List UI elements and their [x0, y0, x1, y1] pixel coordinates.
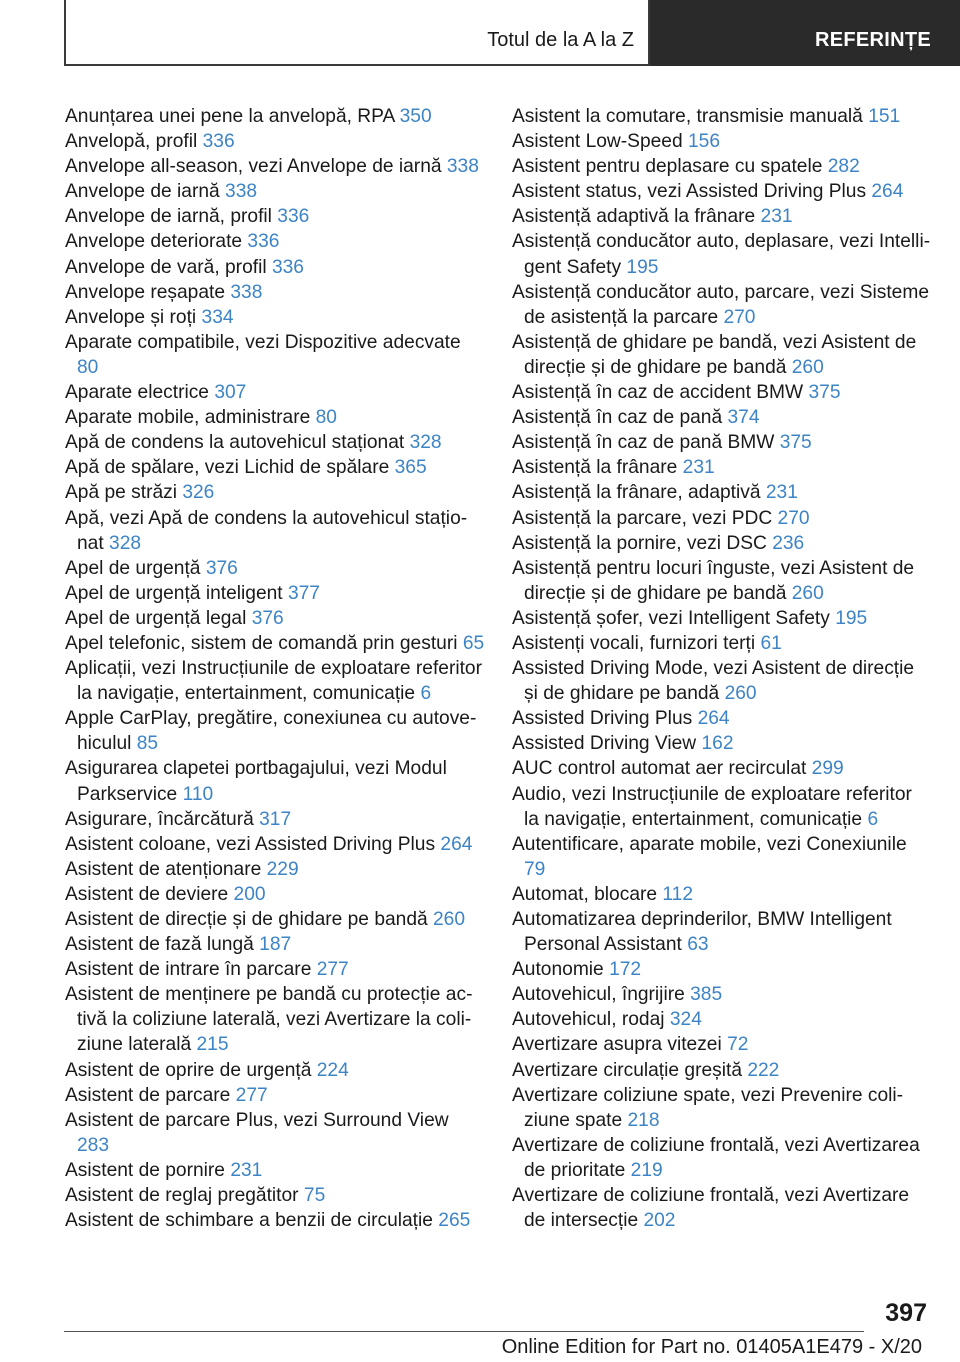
page-reference-link[interactable]: 317: [259, 808, 292, 830]
page-reference-link[interactable]: 376: [251, 607, 284, 629]
entry-text: Anvelope all-season, vezi Anvelope de iarnă: [65, 156, 442, 178]
entry-text: Anvelope și roți: [65, 306, 197, 328]
entry-text: Anvelope de iarnă: [65, 181, 220, 203]
page-reference-link[interactable]: 375: [808, 382, 841, 404]
index-entry: [65, 1183, 485, 1208]
entry-text: Aparate mobile, administrare: [65, 407, 311, 429]
entry-text: Assisted Driving Mode, vezi Asistent de direcție și de ghidare pe bandă: [512, 658, 915, 705]
page-reference-link[interactable]: 79: [524, 858, 546, 880]
page-reference-link[interactable]: 277: [235, 1084, 268, 1106]
page-reference-link[interactable]: 377: [287, 582, 320, 604]
entry-text: Apel de urgență: [65, 557, 201, 579]
entry-text: Autonomie: [512, 959, 604, 981]
page-reference-link[interactable]: 6: [867, 808, 879, 830]
page-reference-link[interactable]: 222: [747, 1059, 780, 1081]
index-entry: [512, 1183, 932, 1233]
page-reference-link[interactable]: 195: [835, 607, 868, 629]
page-reference-link[interactable]: 350: [399, 106, 432, 127]
page-reference-link[interactable]: 336: [202, 131, 235, 153]
entry-text: Asistență la pornire, vezi DSC: [512, 532, 767, 554]
index-entry: [65, 1158, 485, 1183]
index-entry: [65, 1108, 485, 1158]
entry-text: Apple CarPlay, pregătire, conexiunea cu autovehiculul: [65, 708, 477, 755]
index-entry: [512, 957, 932, 982]
page-reference-link[interactable]: 374: [727, 407, 760, 429]
index-entry: [512, 556, 932, 606]
entry-text: Asistent de atenționare: [65, 858, 262, 880]
entry-text: Asistent de schimbare a benzii de circulație: [65, 1210, 433, 1232]
index-entry: [65, 982, 485, 1057]
page-header: [64, 0, 960, 66]
page-reference-link[interactable]: 151: [868, 106, 901, 127]
page-reference-link[interactable]: 338: [230, 281, 263, 303]
index-entry: [65, 229, 485, 254]
entry-text: Apă, vezi Apă de condens la autovehicul staționat: [65, 507, 468, 554]
entry-text: Asistență adaptivă la frânare: [512, 206, 756, 228]
entry-text: Asistent de parcare: [65, 1084, 231, 1106]
section-title: REFERINȚE: [815, 29, 932, 51]
index-entry: [512, 1058, 932, 1083]
index-entry: [512, 506, 932, 531]
entry-text: Asistență la frânare, adaptivă: [512, 482, 761, 504]
page-reference-link[interactable]: 326: [182, 482, 215, 504]
index-entry: [65, 104, 485, 129]
page-reference-link[interactable]: 283: [77, 1134, 110, 1156]
index-entry: [512, 380, 932, 405]
section-tab: [650, 0, 960, 66]
index-entry: [65, 1208, 485, 1233]
page-number: 397: [885, 1299, 927, 1327]
index-entry: [512, 731, 932, 756]
entry-text: Avertizare de coliziune frontală, vezi Avertizare de intersecție: [512, 1185, 910, 1232]
page-reference-link[interactable]: 156: [688, 131, 721, 153]
index-entry: [65, 932, 485, 957]
entry-text: Asistent de parcare Plus, vezi Surround View: [65, 1109, 449, 1131]
entry-text: Asistent de deviere: [65, 883, 229, 905]
page-reference-link[interactable]: 264: [697, 708, 730, 730]
index-entry: [512, 104, 932, 129]
page-reference-link[interactable]: 231: [230, 1159, 263, 1181]
entry-text: Asistent la comutare, transmisie manuală: [512, 106, 863, 127]
index-entry: [512, 229, 932, 279]
entry-text: Asistență pentru locuri înguste, vezi Asistent de direcție și de ghidare pe bandă: [512, 557, 915, 604]
entry-text: Assisted Driving View: [512, 733, 697, 755]
page-reference-link[interactable]: 282: [827, 156, 860, 178]
page-reference-link[interactable]: 236: [772, 532, 805, 554]
entry-text: Asistență la frânare: [512, 457, 678, 479]
page-reference-link[interactable]: 63: [687, 934, 709, 956]
index-entry: [512, 129, 932, 154]
index-entry: [65, 581, 485, 606]
index-entry: [512, 204, 932, 229]
index-entry: [65, 305, 485, 330]
index-entry: [65, 706, 485, 756]
index-entry: [65, 330, 485, 380]
entry-text: Asistent de reglaj pregătitor: [65, 1185, 299, 1207]
page-reference-link[interactable]: 365: [394, 457, 427, 479]
entry-text: Apel de urgență inteligent: [65, 582, 283, 604]
entry-text: Apă de spălare, vezi Lichid de spălare: [65, 457, 390, 479]
page-reference-link[interactable]: 336: [271, 256, 304, 278]
page-reference-link[interactable]: 187: [259, 934, 292, 956]
entry-text: Asigurarea clapetei portbagajului, vezi Modul Parkservice: [65, 758, 447, 805]
page-reference-link[interactable]: 277: [316, 959, 349, 981]
entry-text: Autovehicul, îngrijire: [512, 984, 685, 1006]
index-entry: [512, 330, 932, 380]
page-reference-link[interactable]: 110: [182, 783, 214, 805]
index-entry: [65, 656, 485, 706]
page-reference-link[interactable]: 75: [303, 1185, 326, 1207]
footer-edition: Online Edition for Part no. 01405A1E479 - X/20: [501, 1336, 922, 1358]
page-reference-link[interactable]: 338: [446, 156, 479, 178]
page-reference-link[interactable]: 65: [462, 632, 485, 654]
page-reference-link[interactable]: 219: [630, 1159, 663, 1181]
index-entry: [65, 154, 485, 179]
index-entry: [512, 907, 932, 957]
index-entry: [512, 832, 932, 882]
entry-text: Anvelope reșapate: [65, 281, 226, 303]
footer-divider: [64, 1331, 864, 1332]
entry-text: Asistență în caz de pană BMW: [512, 432, 775, 454]
entry-text: Asistent de pornire: [65, 1159, 225, 1181]
entry-text: Asistenți vocali, furnizori terți: [512, 632, 756, 654]
page-reference-link[interactable]: 264: [440, 833, 473, 855]
index-entry: [65, 1083, 485, 1108]
page-reference-link[interactable]: 72: [727, 1034, 749, 1056]
entry-text: Automat, blocare: [512, 883, 658, 905]
entry-text: Automatizarea deprinderilor, BMW Intelligent Personal Assistant: [512, 909, 892, 956]
index-entry: [65, 1058, 485, 1083]
page-reference-link[interactable]: 215: [196, 1034, 229, 1056]
index-entry: [65, 179, 485, 204]
entry-text: Asistență la parcare, vezi PDC: [512, 507, 773, 529]
entry-text: Assisted Driving Plus: [512, 708, 693, 730]
index-entry: [512, 154, 932, 179]
entry-text: Asistent de intrare în parcare: [65, 959, 312, 981]
index-entry: [65, 430, 485, 455]
entry-text: Asistență șofer, vezi Intelligent Safety: [512, 607, 830, 629]
chapter-tab: [64, 0, 650, 66]
entry-text: Aparate compatibile, vezi Dispozitive adecvate: [65, 331, 461, 353]
entry-text: Asistent Low-Speed: [512, 131, 683, 153]
entry-text: Asistent de oprire de urgență: [65, 1059, 312, 1081]
entry-text: Apă pe străzi: [65, 482, 177, 504]
entry-text: Avertizare de coliziune frontală, vezi Avertizarea de prioritate: [512, 1134, 920, 1181]
entry-text: AUC control automat aer recirculat: [512, 758, 807, 780]
index-entry: [512, 1083, 932, 1133]
index-entry: [512, 1133, 932, 1183]
index-entry: [512, 531, 932, 556]
entry-text: Apel telefonic, sistem de comandă prin gesturi: [65, 632, 458, 654]
page-reference-link[interactable]: 112: [662, 883, 693, 905]
page-reference-link[interactable]: 270: [777, 507, 810, 529]
page-reference-link[interactable]: 270: [723, 306, 756, 328]
page-reference-link[interactable]: 328: [409, 432, 442, 454]
page-reference-link[interactable]: 336: [277, 206, 310, 228]
index-entry: [65, 556, 485, 581]
page-reference-link[interactable]: 200: [233, 883, 266, 905]
index-entry: [512, 405, 932, 430]
page-reference-link[interactable]: 385: [690, 984, 723, 1006]
page-reference-link[interactable]: 260: [791, 582, 824, 604]
page-reference-link[interactable]: 324: [669, 1009, 702, 1031]
index-entry: [65, 129, 485, 154]
page-reference-link[interactable]: 376: [205, 557, 238, 579]
index-entry: [65, 857, 485, 882]
entry-text: Asistent de direcție și de ghidare pe bandă: [65, 909, 428, 930]
entry-text: Anvelope de vară, profil: [65, 256, 267, 278]
index-entry: [512, 1007, 932, 1032]
index-entry: [512, 706, 932, 731]
index-column-right: [512, 104, 932, 1233]
page-reference-link[interactable]: 375: [779, 432, 812, 454]
index-entry: [65, 882, 485, 907]
index-entry: [512, 982, 932, 1007]
page-reference-link[interactable]: 80: [77, 356, 99, 378]
chapter-title: Totul de la A la Z: [487, 29, 634, 51]
index-entry: [512, 606, 932, 631]
index-entry: [65, 255, 485, 280]
index-entry: [65, 455, 485, 480]
page-reference-link[interactable]: 260: [791, 356, 824, 378]
index-column-left: [65, 104, 485, 1233]
index-entry: [65, 606, 485, 631]
index-entry: [65, 832, 485, 857]
entry-text: Anvelopă, profil: [65, 131, 198, 153]
page-reference-link[interactable]: 260: [724, 683, 757, 705]
page-reference-link[interactable]: 195: [626, 256, 659, 278]
entry-text: Avertizare circulație greșită: [512, 1059, 742, 1081]
index-entry: [65, 907, 485, 932]
entry-text: Anunțarea unei pene la anvelopă, RPA: [65, 106, 395, 127]
page-reference-link[interactable]: 202: [643, 1210, 676, 1232]
index-entry: [65, 380, 485, 405]
index-entry: [65, 957, 485, 982]
page-reference-link[interactable]: 224: [316, 1059, 349, 1081]
entry-text: Avertizare coliziune spate, vezi Prevenire coliziune spate: [512, 1084, 904, 1131]
page-reference-link[interactable]: 334: [201, 306, 234, 328]
page-reference-link[interactable]: 218: [627, 1109, 660, 1131]
entry-text: Asistență conducător auto, parcare, vezi Sisteme de asistență la parcare: [512, 281, 930, 328]
entry-text: Aplicații, vezi Instrucțiunile de exploatare referitor la navigație, entertainment, comunicație: [65, 658, 482, 705]
index-entry: [65, 506, 485, 556]
index-entry: [512, 179, 932, 204]
index-entry: [512, 480, 932, 505]
entry-text: Asistent de fază lungă: [65, 934, 254, 956]
index-entry: [512, 782, 932, 832]
entry-text: Aparate electrice: [65, 382, 209, 404]
index-entry: [512, 430, 932, 455]
page-reference-link[interactable]: 162: [701, 733, 734, 755]
entry-text: Apel de urgență legal: [65, 607, 247, 629]
index-entry: [65, 807, 485, 832]
page-reference-link[interactable]: 85: [136, 733, 159, 755]
page-reference-link[interactable]: 172: [609, 959, 642, 981]
entry-text: Asistență în caz de pană: [512, 407, 723, 429]
entry-text: Autovehicul, rodaj: [512, 1009, 665, 1031]
page-reference-link[interactable]: 61: [760, 632, 782, 654]
index-entry: [512, 280, 932, 330]
entry-text: Autentificare, aparate mobile, vezi Conexiunile: [512, 833, 907, 855]
page-reference-link[interactable]: 231: [760, 206, 793, 228]
index-entry: [512, 1032, 932, 1057]
page-reference-link[interactable]: 265: [438, 1210, 471, 1232]
entry-text: Asistență de ghidare pe bandă, vezi Asistent de direcție și de ghidare pe bandă: [512, 331, 917, 378]
page-reference-link[interactable]: 6: [420, 683, 432, 705]
entry-text: Avertizare asupra vitezei: [512, 1034, 722, 1056]
page-reference-link[interactable]: 328: [109, 532, 142, 554]
index-entry: [512, 882, 932, 907]
index-entry: [65, 204, 485, 229]
index-entry: [512, 756, 932, 781]
index-entry: [512, 656, 932, 706]
index-entry: [512, 631, 932, 656]
entry-text: Asistent de menținere pe bandă cu protecție activă la coliziune laterală, vezi Avertizare la coliziune laterală: [65, 984, 473, 1056]
index-entry: [65, 756, 485, 806]
page-reference-link[interactable]: 231: [765, 482, 798, 504]
entry-text: Asigurare, încărcătură: [65, 808, 254, 830]
page-reference-link[interactable]: 336: [247, 231, 280, 253]
entry-text: Audio, vezi Instrucțiunile de exploatare referitor la navigație, entertainment, comunicație: [512, 783, 912, 830]
index-entry: [65, 280, 485, 305]
entry-text: Asistență conducător auto, deplasare, vezi Intelligent Safety: [512, 231, 931, 278]
page-reference-link[interactable]: 80: [315, 407, 337, 429]
page-reference-link[interactable]: 307: [214, 382, 247, 404]
page-reference-link[interactable]: 231: [682, 457, 715, 479]
index-entry: [65, 405, 485, 430]
entry-text: Asistent pentru deplasare cu spatele: [512, 156, 823, 178]
page-reference-link[interactable]: 229: [266, 858, 299, 880]
entry-text: Asistent coloane, vezi Assisted Driving Plus: [65, 833, 436, 855]
entry-text: Anvelope deteriorate: [65, 231, 243, 253]
page-reference-link[interactable]: 299: [811, 758, 844, 780]
entry-text: Asistență în caz de accident BMW: [512, 382, 804, 404]
index-entry: [65, 480, 485, 505]
index-entry: [512, 455, 932, 480]
index-entry: [65, 631, 485, 656]
page-reference-link[interactable]: 264: [871, 181, 904, 203]
entry-text: Asistent status, vezi Assisted Driving Plus: [512, 181, 867, 203]
page-reference-link[interactable]: 260: [433, 909, 466, 930]
entry-text: Anvelope de iarnă, profil: [65, 206, 272, 228]
entry-text: Apă de condens la autovehicul staționat: [65, 432, 405, 454]
page-reference-link[interactable]: 338: [225, 181, 258, 203]
